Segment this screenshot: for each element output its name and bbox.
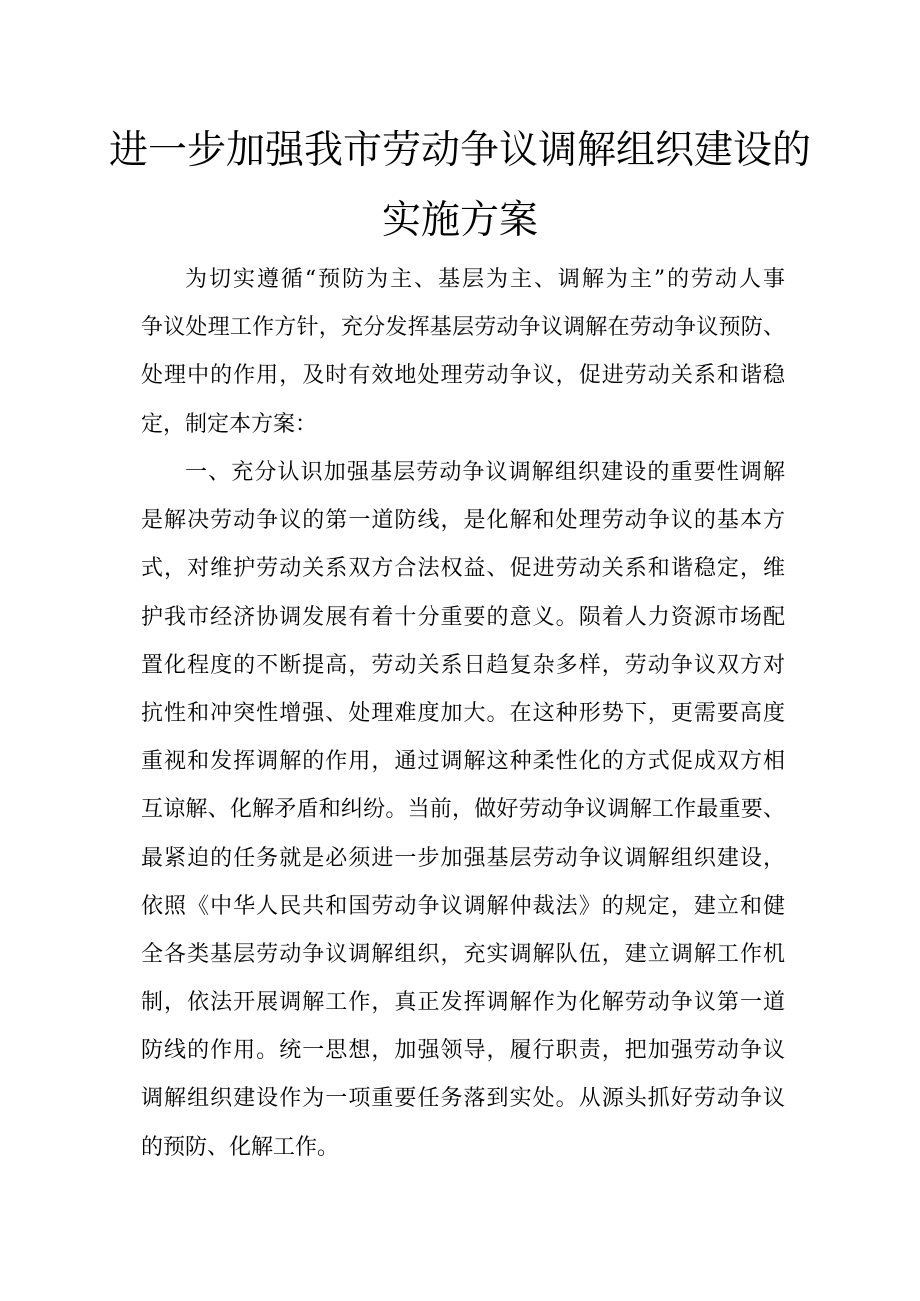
paragraph-line: 抗性和冲突性增强、处理难度加大。在这种形势下，更需要高度	[141, 700, 785, 726]
paragraph-line: 护我市经济协调发展有着十分重要的意义。陨着人力资源市场配	[141, 604, 785, 630]
paragraph-line: 防线的作用。统一思想，加强领导，履行职责，把加强劳动争议	[141, 1038, 785, 1064]
paragraph-line: 处理中的作用，及时有效地处理劳动争议，促进劳动关系和谐稳	[141, 363, 785, 389]
paragraph-line: 重视和发挥调解的作用，通过调解这种柔性化的方式促成双方相	[141, 749, 785, 775]
document-title-line-1: 进一步加强我市劳动争议调解组织建设的	[108, 128, 811, 173]
paragraph-line: 依照《中华人民共和国劳动争议调解仲裁法》的规定，建立和健	[141, 893, 785, 919]
paragraph-line: 式，对维护劳动关系双方合法权益、促进劳动关系和谐稳定，维	[141, 556, 785, 582]
paragraph-line: 是解决劳动争议的第一道防线，是化解和处理劳动争议的基本方	[141, 508, 785, 534]
paragraph-line: 一、充分认识加强基层劳动争议调解组织建设的重要性调解	[185, 460, 785, 485]
paragraph-line: 最紧迫的任务就是必须进一步加强基层劳动争议调解组织建设，	[141, 845, 785, 871]
paragraph-intro	[141, 256, 785, 449]
paragraph-line: 争议处理工作方针，充分发挥基层劳动争议调解在劳动争议预防、	[141, 315, 785, 341]
paragraph-line: 调解组织建设作为一项重要任务落到实处。从源头抓好劳动争议	[141, 1086, 785, 1112]
paragraph-line: 为切实遵循“预防为主、基层为主、调解为主”的劳动人事	[185, 267, 785, 292]
document-title-line-2: 实施方案	[381, 198, 538, 243]
paragraph-section-1	[141, 449, 785, 1172]
paragraph-line: 置化程度的不断提高，劳动关系日趋复杂多样，劳动争议双方对	[141, 652, 785, 678]
paragraph-line: 互谅解、化解矛盾和纠纷。当前，做好劳动争议调解工作最重要、	[141, 797, 785, 823]
paragraph-line: 的预防、化解工作。	[141, 1134, 340, 1160]
paragraph-line: 定，制定本方案：	[141, 411, 318, 437]
paragraph-line: 制，依法开展调解工作，真正发挥调解作为化解劳动争议第一道	[141, 990, 785, 1016]
paragraph-line: 全各类基层劳动争议调解组织，充实调解队伍，建立调解工作机	[141, 941, 785, 967]
